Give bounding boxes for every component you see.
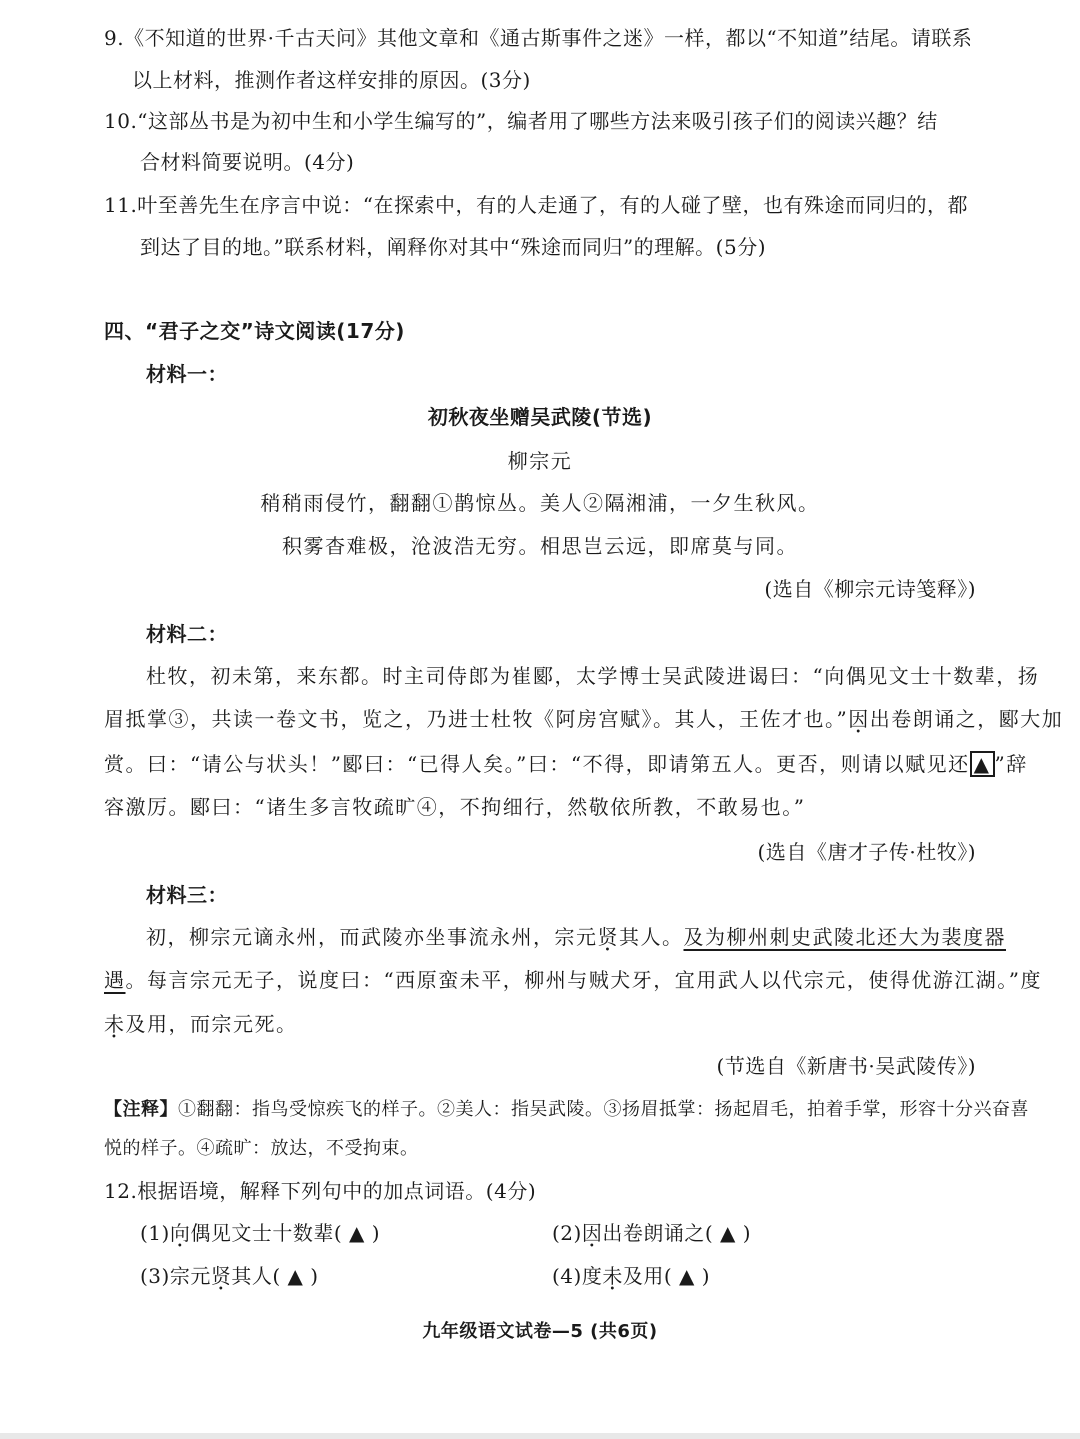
question-12-item-3[interactable]	[140, 1262, 319, 1290]
notes-label: 【注释】	[104, 1099, 178, 1120]
underlined-sentence: 及为柳州刺史武陵北还大为裴度器	[683, 925, 1006, 949]
underlined-sentence-end: 遇	[104, 968, 126, 992]
page-edge-bar	[0, 1433, 1080, 1439]
item-number: (1)	[140, 1221, 170, 1245]
poem-title: 初秋夜坐赠吴武陵(节选)	[427, 405, 653, 429]
dotted-word-wei: 未	[104, 1012, 126, 1036]
question-10-line2: 合材料简要说明。(4分)	[140, 150, 355, 174]
material2-label: 材料二：	[146, 622, 228, 646]
question-11-line1: 11.叶至善先生在序言中说：“在探索中，有的人走通了，有的人碰了壁，也有殊途而同归的，都	[104, 193, 969, 217]
material2-line3-text: 赏。曰：“请公与状头！”郾曰：“已得人矣。”曰：“不得，即请第五人。更否，则请以赋见还	[104, 752, 970, 776]
dotted-word: 向	[169, 1221, 191, 1245]
material3-source: (节选自《新唐书·吴武陵传》)	[716, 1054, 976, 1078]
material2-line2-tail: 出卷朗诵之，郾大加	[869, 707, 1064, 731]
item-text: 偶见文士十数辈( ▲ )	[190, 1221, 381, 1245]
section-heading: 四、“君子之交”诗文阅读(17分)	[104, 319, 405, 343]
dotted-word-xian: 贤	[597, 925, 619, 949]
material3-line3	[104, 1010, 298, 1038]
question-9-line2: 以上材料，推测作者这样安排的原因。(3分)	[132, 68, 531, 92]
item-number: (2)	[552, 1221, 582, 1245]
material2-source: (选自《唐才子传·杜牧》)	[757, 840, 976, 864]
dotted-word: 未	[602, 1264, 623, 1288]
poem-author: 柳宗元	[507, 449, 573, 473]
notes-line1	[104, 1096, 1029, 1124]
item-number: (4)度	[552, 1264, 603, 1288]
question-12-item-4[interactable]	[552, 1262, 710, 1290]
item-text: 及用( ▲ )	[622, 1264, 711, 1288]
answer-blank-box[interactable]: ▲	[970, 751, 995, 777]
question-12-item-1[interactable]	[140, 1219, 380, 1247]
material1-label: 材料一：	[146, 362, 228, 386]
question-12-item-2[interactable]	[552, 1219, 751, 1247]
dotted-word: 因	[581, 1221, 603, 1245]
dotted-word-yin: 因	[848, 707, 870, 731]
material1-source: (选自《柳宗元诗笺释》)	[764, 577, 976, 601]
question-11-line2: 到达了目的地。”联系材料，阐释你对其中“殊途而同归”的理解。(5分)	[140, 235, 767, 259]
material3-label: 材料三：	[146, 883, 228, 907]
page-footer: 九年级语文试卷—5 (共6页)	[422, 1321, 658, 1342]
item-text: 出卷朗诵之( ▲ )	[602, 1221, 752, 1245]
item-number: (3)宗元	[140, 1264, 211, 1288]
notes-text-1: ①翻翻：指鸟受惊疾飞的样子。②美人：指吴武陵。③扬眉抵掌：扬起眉毛，拍着手掌，形容十分兴奋喜	[178, 1099, 1029, 1120]
notes-line2: 悦的样子。④疏旷：放达，不受拘束。	[104, 1138, 419, 1159]
poem-verse-2: 积雾杳难极，沧波浩无穷。相思岂云远，即席莫与同。	[282, 534, 798, 558]
material3-line2	[104, 966, 1042, 994]
material2-line2-text: 眉抵掌③，共读一卷文书，览之，乃进士杜牧《阿房宫赋》。其人，王佐才也。”	[104, 707, 849, 731]
material3-line1	[146, 923, 1006, 951]
material2-line3	[104, 750, 1028, 778]
material2-line3-tail: ”辞	[994, 752, 1028, 776]
question-12-stem: 12.根据语境，解释下列句中的加点词语。(4分)	[104, 1179, 537, 1203]
material2-line4: 容激厉。郾曰：“诸生多言牧疏旷④，不拘细行，然敬依所教，不敢易也。”	[104, 795, 806, 819]
material2-line2	[104, 705, 1063, 733]
material2-line1: 杜牧，初未第，来东都。时主司侍郎为崔郾，太学博士吴武陵进谒曰：“向偶见文士十数辈，扬	[146, 664, 1040, 688]
item-text: 其人( ▲ )	[231, 1264, 319, 1288]
material3-line1-mid: 其人。	[619, 925, 684, 949]
question-9-line1: 9.《不知道的世界·千古天问》其他文章和《通古斯事件之迷》一样，都以“不知道”结尾。请联系	[104, 26, 973, 50]
material3-line1-text: 初，柳宗元谪永州，而武陵亦坐事流永州，宗元	[146, 925, 598, 949]
question-10-line1: 10.“这部丛书是为初中生和小学生编写的”，编者用了哪些方法来吸引孩子们的阅读兴趣？结	[104, 109, 938, 133]
dotted-word: 贤	[210, 1264, 232, 1288]
material3-line3-text: 及用，而宗元死。	[125, 1012, 298, 1036]
poem-verse-1: 稍稍雨侵竹，翻翻①鹊惊丛。美人②隔湘浦，一夕生秋风。	[260, 491, 820, 515]
material3-line2-text: 。每言宗元无子，说度曰：“西原蛮未平，柳州与贼犬牙，宜用武人以代宗元，使得优游江湖。”度	[125, 968, 1042, 992]
